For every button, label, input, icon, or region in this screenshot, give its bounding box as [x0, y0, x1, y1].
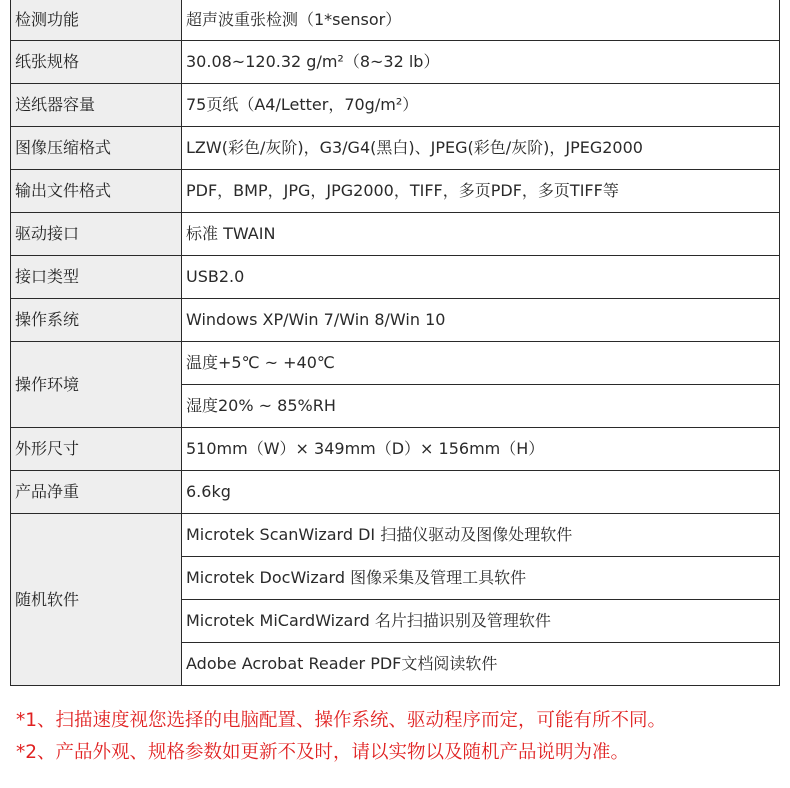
spec-value: Windows XP/Win 7/Win 8/Win 10 — [182, 299, 780, 342]
footnote: *2、产品外观、规格参数如更新不及时，请以实物以及随机产品说明为准。 — [16, 742, 630, 763]
spec-label: 输出文件格式 — [11, 170, 182, 213]
spec-row-software — [11, 514, 780, 557]
spec-value: LZW(彩色/灰阶)，G3/G4(黑白)、JPEG(彩色/灰阶)，JPEG2000 — [182, 127, 780, 170]
spec-value: PDF，BMP，JPG，JPG2000，TIFF，多页PDF，多页TIFF等 — [182, 170, 780, 213]
spec-row-os — [11, 299, 780, 342]
spec-value: Microtek MiCardWizard 名片扫描识别及管理软件 — [182, 600, 780, 643]
spec-value: Microtek ScanWizard DI 扫描仪驱动及图像处理软件 — [182, 514, 780, 557]
spec-value: 30.08~120.32 g/m²（8~32 lb） — [182, 41, 780, 84]
spec-value: 75页纸（A4/Letter，70g/m²） — [182, 84, 780, 127]
spec-row-environment — [11, 342, 780, 385]
spec-label: 接口类型 — [11, 256, 182, 299]
spec-label: 送纸器容量 — [11, 84, 182, 127]
spec-value: 湿度20% ~ 85%RH — [182, 385, 780, 428]
spec-row-output-format — [11, 170, 780, 213]
footnote: *1、扫描速度视您选择的电脑配置、操作系统、驱动程序而定，可能有所不同。 — [16, 710, 667, 731]
spec-value: 标准 TWAIN — [182, 213, 780, 256]
spec-label: 纸张规格 — [11, 41, 182, 84]
spec-label: 产品净重 — [11, 471, 182, 514]
spec-row-weight — [11, 471, 780, 514]
spec-label: 检测功能 — [11, 0, 182, 41]
footnotes — [16, 705, 786, 769]
spec-value: 510mm（W）× 349mm（D）× 156mm（H） — [182, 428, 780, 471]
spec-label: 图像压缩格式 — [11, 127, 182, 170]
spec-value: 6.6kg — [182, 471, 780, 514]
spec-row-detection — [11, 0, 780, 41]
spec-row-interface — [11, 256, 780, 299]
spec-row-compression — [11, 127, 780, 170]
spec-value: USB2.0 — [182, 256, 780, 299]
spec-label: 随机软件 — [11, 514, 182, 686]
spec-table — [10, 0, 780, 686]
spec-label: 外形尺寸 — [11, 428, 182, 471]
spec-value: Microtek DocWizard 图像采集及管理工具软件 — [182, 557, 780, 600]
spec-value: 超声波重张检测（1*sensor） — [182, 0, 780, 41]
spec-label: 驱动接口 — [11, 213, 182, 256]
spec-row-paper-spec — [11, 41, 780, 84]
spec-value: Adobe Acrobat Reader PDF文档阅读软件 — [182, 643, 780, 686]
spec-row-dimensions — [11, 428, 780, 471]
spec-value: 温度+5℃ ~ +40℃ — [182, 342, 780, 385]
spec-row-feeder-capacity — [11, 84, 780, 127]
spec-row-driver — [11, 213, 780, 256]
spec-label: 操作系统 — [11, 299, 182, 342]
spec-label: 操作环境 — [11, 342, 182, 428]
